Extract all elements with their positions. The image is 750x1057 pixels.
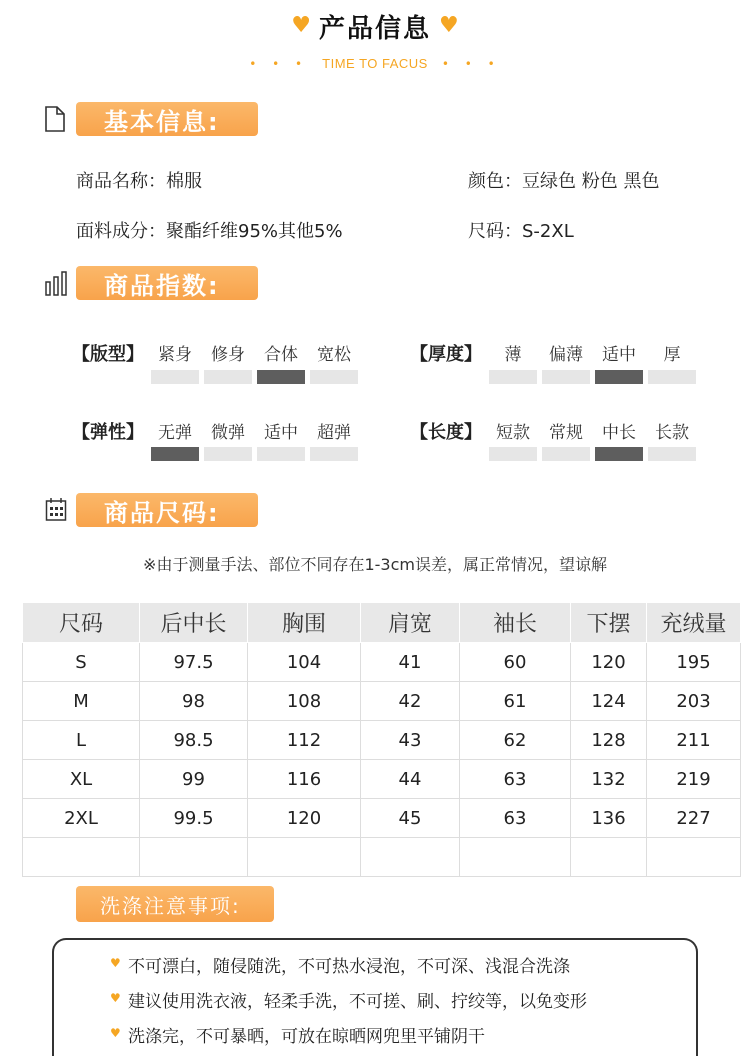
- index-option: 厚: [663, 345, 681, 365]
- page-header: [0, 8, 750, 44]
- index-option: 薄: [504, 345, 522, 365]
- index-option: 微弹: [211, 423, 245, 443]
- table-cell: M: [23, 682, 140, 721]
- index-group-label: 【版型】: [72, 344, 144, 365]
- index-bar: [310, 447, 358, 461]
- table-cell: 99.5: [140, 799, 248, 838]
- calendar-grid-icon: [45, 498, 67, 522]
- index-option: 修身: [211, 345, 245, 365]
- table-cell: [571, 838, 647, 877]
- index-option: 紧身: [158, 345, 192, 365]
- table-cell: 98.5: [140, 721, 248, 760]
- product-colors: 颜色：豆绿色 粉色 黑色: [468, 171, 660, 192]
- measurement-note: ※由于测量手法、部位不同存在1-3cm误差，属正常情况，望谅解: [143, 555, 607, 574]
- bar-chart-icon: [44, 270, 68, 296]
- table-cell: 211: [647, 721, 741, 760]
- table-row: [23, 682, 741, 721]
- index-bar: [204, 370, 252, 384]
- table-row: [23, 721, 741, 760]
- table-cell: 44: [361, 760, 460, 799]
- table-cell: 63: [460, 760, 571, 799]
- index-option: 长款: [655, 423, 689, 443]
- care-instruction: 不可漂白，随侵随洗，不可热水浸泡，不可深、浅混合洗涤: [128, 957, 570, 977]
- table-cell: 128: [571, 721, 647, 760]
- index-option: 无弹: [158, 423, 192, 443]
- section-heading-basic: 基本信息:: [76, 102, 258, 136]
- table-cell: [23, 838, 140, 877]
- table-cell: 203: [647, 682, 741, 721]
- table-cell: 120: [571, 643, 647, 682]
- section-heading-index: 商品指数:: [76, 266, 258, 300]
- table-header-cell: 下摆: [571, 603, 647, 643]
- table-row: [23, 643, 741, 682]
- table-cell: 112: [248, 721, 361, 760]
- fabric-composition: 面料成分：聚酯纤维95%其他5%: [76, 221, 343, 242]
- heart-icon: ♥: [291, 13, 311, 38]
- table-cell: [140, 838, 248, 877]
- table-row: [23, 760, 741, 799]
- index-bar-selected: [257, 370, 305, 384]
- table-cell: [248, 838, 361, 877]
- index-group-label: 【厚度】: [410, 344, 482, 365]
- table-cell: 219: [647, 760, 741, 799]
- index-option: 适中: [264, 423, 298, 443]
- section-heading-sizes: 商品尺码:: [76, 493, 258, 527]
- heart-bullet-icon: ♥: [110, 956, 121, 970]
- index-bar: [542, 447, 590, 461]
- table-cell: 124: [571, 682, 647, 721]
- table-body: [23, 643, 741, 877]
- index-option: 宽松: [317, 345, 351, 365]
- heart-bullet-icon: ♥: [110, 991, 121, 1005]
- dots-decoration: • • •: [249, 56, 309, 71]
- index-group-label: 【长度】: [410, 422, 482, 443]
- index-bar: [489, 447, 537, 461]
- table-header-cell: 后中长: [140, 603, 248, 643]
- table-cell: 97.5: [140, 643, 248, 682]
- table-cell: 60: [460, 643, 571, 682]
- table-cell: 98: [140, 682, 248, 721]
- care-instruction: 洗涤完，不可暴晒，可放在晾晒网兜里平铺阴干: [128, 1027, 485, 1047]
- table-header-cell: 胸围: [248, 603, 361, 643]
- index-bar: [648, 370, 696, 384]
- table-cell: 45: [361, 799, 460, 838]
- index-bar-selected: [595, 370, 643, 384]
- table-cell: 120: [248, 799, 361, 838]
- index-group-label: 【弹性】: [72, 422, 144, 443]
- heart-bullet-icon: ♥: [110, 1026, 121, 1040]
- index-bar: [310, 370, 358, 384]
- product-size-range: 尺码：S-2XL: [468, 221, 574, 242]
- table-cell: 63: [460, 799, 571, 838]
- index-bar: [151, 370, 199, 384]
- index-bar: [489, 370, 537, 384]
- table-cell: [647, 838, 741, 877]
- index-option: 超弹: [317, 423, 351, 443]
- table-cell: [361, 838, 460, 877]
- index-option: 合体: [264, 345, 298, 365]
- table-cell: XL: [23, 760, 140, 799]
- index-option: 常规: [549, 423, 583, 443]
- table-cell: 99: [140, 760, 248, 799]
- table-cell: [460, 838, 571, 877]
- index-option: 适中: [602, 345, 636, 365]
- table-header-cell: 袖长: [460, 603, 571, 643]
- table-cell: 61: [460, 682, 571, 721]
- document-icon: [44, 106, 66, 132]
- index-bar: [648, 447, 696, 461]
- table-cell: 136: [571, 799, 647, 838]
- table-cell: 41: [361, 643, 460, 682]
- section-heading-care: 洗涤注意事项:: [76, 886, 274, 922]
- table-cell: 43: [361, 721, 460, 760]
- product-name: 商品名称：棉服: [76, 171, 202, 192]
- index-bar: [257, 447, 305, 461]
- table-header-cell: 尺码: [23, 603, 140, 643]
- table-cell: 116: [248, 760, 361, 799]
- table-header-cell: 肩宽: [361, 603, 460, 643]
- dots-decoration: • • •: [441, 56, 501, 71]
- table-row: [23, 838, 741, 877]
- index-option: 偏薄: [549, 345, 583, 365]
- table-cell: L: [23, 721, 140, 760]
- heart-icon: ♥: [439, 13, 459, 38]
- page-subtitle-row: [0, 56, 750, 71]
- index-option: 短款: [496, 423, 530, 443]
- care-instruction: 建议使用洗衣液，轻柔手洗，不可搓、刷、拧绞等，以免变形: [128, 992, 587, 1012]
- index-option: 中长: [602, 423, 636, 443]
- table-cell: 227: [647, 799, 741, 838]
- table-cell: 108: [248, 682, 361, 721]
- table-cell: 104: [248, 643, 361, 682]
- table-row: [23, 799, 741, 838]
- table-cell: 62: [460, 721, 571, 760]
- index-bar-selected: [151, 447, 199, 461]
- table-header-row: [23, 603, 741, 643]
- index-bar-selected: [595, 447, 643, 461]
- index-bar: [542, 370, 590, 384]
- page-title: 产品信息: [318, 13, 431, 44]
- table-cell: 42: [361, 682, 460, 721]
- size-table: [22, 602, 741, 877]
- table-header-cell: 充绒量: [647, 603, 741, 643]
- page-subtitle: TIME TO FACUS: [322, 56, 428, 71]
- index-bar: [204, 447, 252, 461]
- table-cell: 2XL: [23, 799, 140, 838]
- table-cell: S: [23, 643, 140, 682]
- table-cell: 132: [571, 760, 647, 799]
- table-cell: 195: [647, 643, 741, 682]
